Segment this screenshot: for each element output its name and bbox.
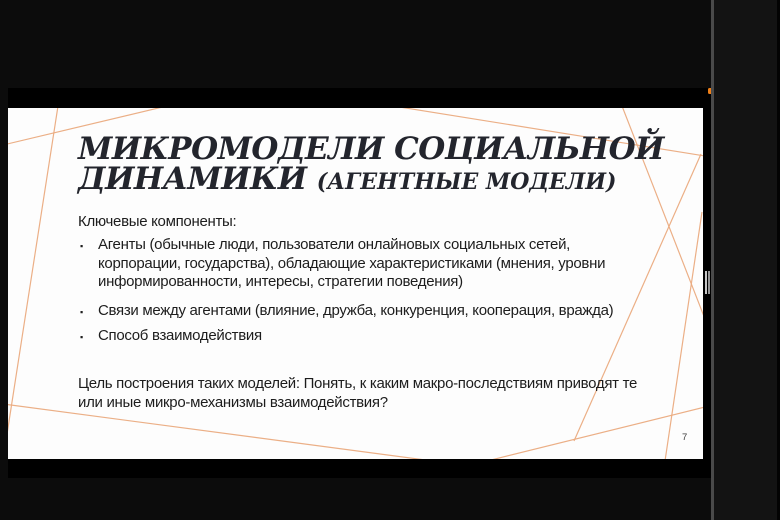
goal-text: Цель построения таких моделей: Понять, к каким макро-последствиям приводят те или иные микро-механизмы взаимодействия? — [78, 375, 638, 411]
slide-title-line2: ДИНАМИКИ (АГЕНТНЫЕ МОДЕЛИ) — [78, 161, 617, 197]
bullet-item-links — [78, 302, 613, 321]
slide-title-subtitle: (АГЕНТНЫЕ МОДЕЛИ) — [316, 169, 617, 195]
bullet-text: Агенты (обычные люди, пользователи онлайновых социальных сетей, корпорации, государства), обладающие характеристиками (мнения, уровни информированности, интересы, стратегии поведения) — [98, 236, 606, 290]
bullet-text: Способ взаимодействия — [98, 326, 262, 344]
slide-title-line1: МИКРОМОДЕЛИ СОЦИАЛЬНОЙ — [78, 131, 664, 167]
bullet-marker: ▪ — [80, 306, 83, 317]
slide-title — [78, 131, 664, 197]
page-number: 7 — [682, 432, 688, 443]
handle-bar — [708, 271, 710, 294]
intro-text: Ключевые компоненты: — [78, 213, 237, 230]
presentation-slide — [8, 108, 703, 459]
bullet-item-interaction — [78, 327, 262, 346]
splitter-divider[interactable] — [711, 0, 714, 520]
right-panel — [714, 0, 778, 520]
bullet-text: Связи между агентами (влияние, дружба, конкуренция, кооперация, вражда) — [98, 301, 614, 319]
bullet-item-agents — [78, 236, 605, 292]
bullet-marker: ▪ — [80, 241, 83, 251]
handle-bar — [705, 271, 707, 294]
bullet-marker: ▪ — [80, 331, 83, 342]
splitter-handle-icon[interactable] — [705, 271, 712, 294]
